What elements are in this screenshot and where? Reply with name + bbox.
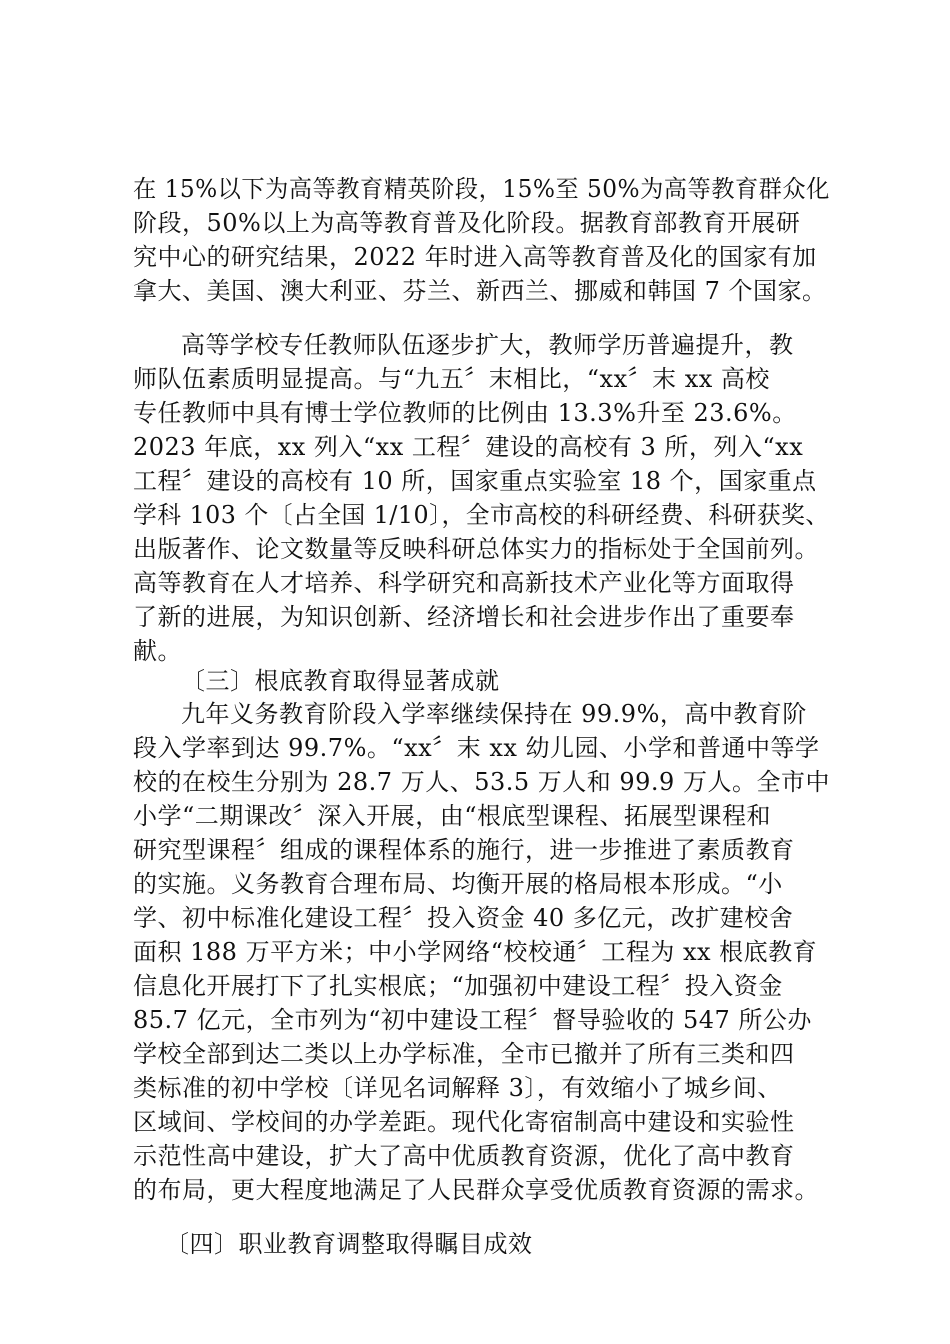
text-line: 学科 103 个〔占全国 1/10〕，全市高校的科研经费、科研获奖、 <box>133 501 830 529</box>
text-line: 高等教育在人才培养、科学研究和高新技术产业化等方面取得 <box>133 569 795 597</box>
text-line: 了新的进展，为知识创新、经济增长和社会进步作出了重要奉 <box>133 603 795 631</box>
text-line: 2023 年底，xx 列入“xx 工程〞建设的高校有 3 所，列入“xx <box>133 433 804 461</box>
text-line: 阶段，50%以上为高等教育普及化阶段。据教育部教育开展研 <box>133 209 801 237</box>
text-line: 学校全部到达二类以上办学标准，全市已撤并了所有三类和四 <box>133 1040 795 1068</box>
text-line: 在 15%以下为高等教育精英阶段，15%至 50%为高等教育群众化 <box>133 175 830 203</box>
text-line: 类标准的初中学校〔详见名词解释 3〕，有效缩小了城乡间、 <box>133 1074 782 1102</box>
text-line: 究中心的研究结果，2022 年时进入高等教育普及化的国家有加 <box>133 243 817 271</box>
text-line: 85.7 亿元，全市列为“初中建设工程〞督导验收的 547 所公办 <box>133 1006 812 1034</box>
text-line: 段入学率到达 99.7%。“xx〞末 xx 幼儿园、小学和普通中等学 <box>133 734 820 762</box>
text-line: 学、初中标准化建设工程〞投入资金 40 多亿元，改扩建校舍 <box>133 904 794 932</box>
text-line: 区域间、学校间的办学差距。现代化寄宿制高中建设和实验性 <box>133 1108 795 1136</box>
section-heading-4: 〔四〕职业教育调整取得瞩目成效 <box>165 1230 533 1258</box>
text-line: 的实施。义务教育合理布局、均衡开展的格局根本形成。“小 <box>133 870 783 898</box>
text-line: 信息化开展打下了扎实根底；“加强初中建设工程〞投入资金 <box>133 972 783 1000</box>
text-line: 九年义务教育阶段入学率继续保持在 99.9%，高中教育阶 <box>181 700 807 728</box>
text-line: 校的在校生分别为 28.7 万人、53.5 万人和 99.9 万人。全市中 <box>133 768 830 796</box>
text-line: 高等学校专任教师队伍逐步扩大，教师学历普遍提升，教 <box>181 331 794 359</box>
text-line: 专任教师中具有博士学位教师的比例由 13.3%升至 23.6%。 <box>133 399 797 427</box>
text-line: 出版著作、论文数量等反映科研总体实力的指标处于全国前列。 <box>133 535 819 563</box>
text-line: 工程〞建设的高校有 10 所，国家重点实验室 18 个，国家重点 <box>133 467 817 495</box>
section-heading-3: 〔三〕根底教育取得显著成就 <box>181 667 500 695</box>
text-line: 的布局，更大程度地满足了人民群众享受优质教育资源的需求。 <box>133 1176 819 1204</box>
text-line: 献。 <box>133 637 182 665</box>
text-line: 师队伍素质明显提高。与“九五〞末相比，“xx〞末 xx 高校 <box>133 365 770 393</box>
text-line: 拿大、美国、澳大利亚、芬兰、新西兰、挪威和韩国 7 个国家。 <box>133 277 827 305</box>
text-line: 研究型课程〞组成的课程体系的施行，进一步推进了素质教育 <box>133 836 795 864</box>
text-line: 示范性高中建设，扩大了高中优质教育资源，优化了高中教育 <box>133 1142 795 1170</box>
text-line: 小学“二期课改〞深入开展，由“根底型课程、拓展型课程和 <box>133 802 772 830</box>
text-line: 面积 188 万平方米；中小学网络“校校通〞工程为 xx 根底教育 <box>133 938 818 966</box>
